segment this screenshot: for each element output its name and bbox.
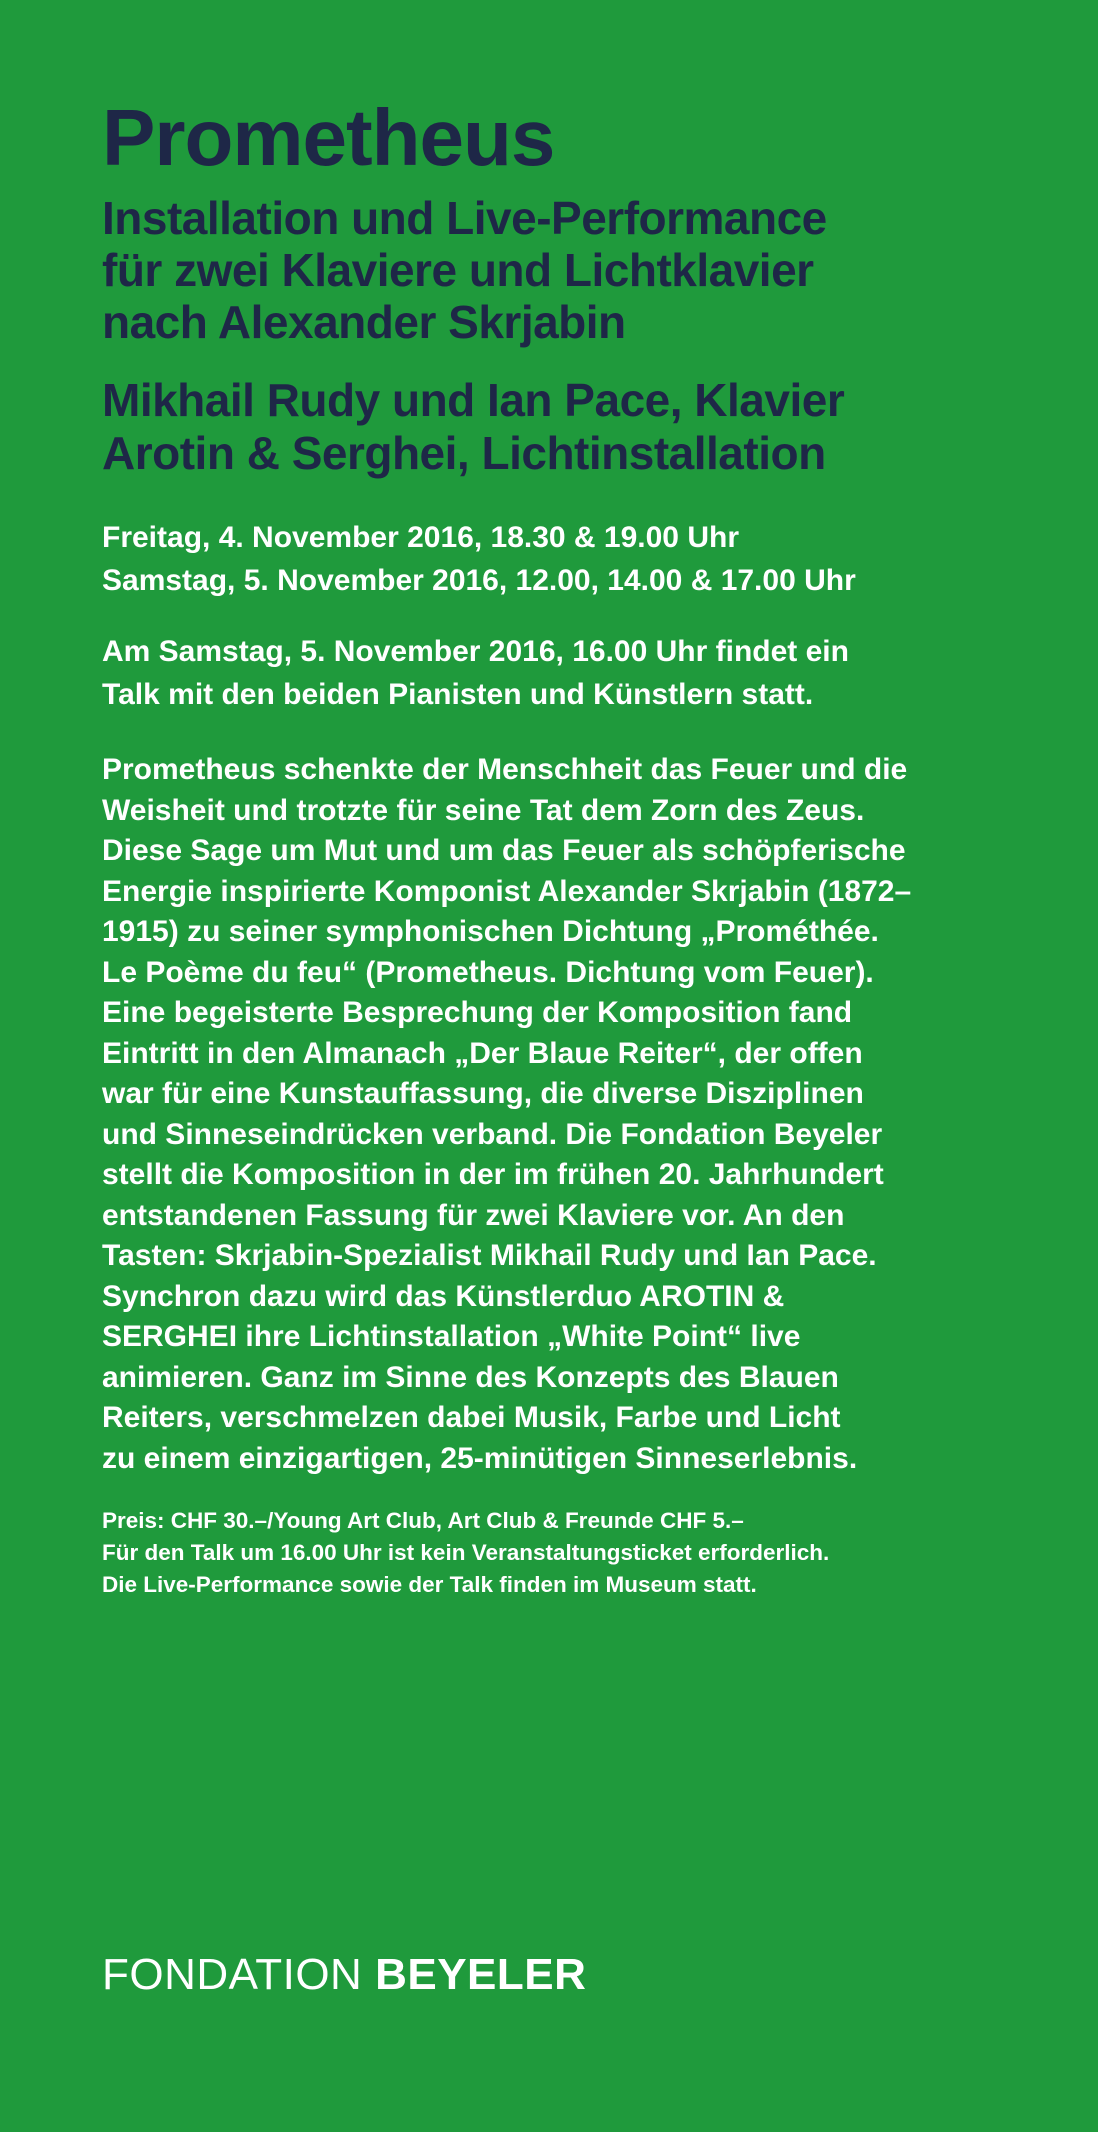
description-line: 1915) zu seiner symphonischen Dichtung „Prométhée. <box>102 915 879 948</box>
performers-line: Arotin & Serghei, Lichtinstallation <box>102 427 826 479</box>
talk-info <box>102 630 1062 716</box>
description-line: Tasten: Skrjabin-Spezialist Mikhail Rudy und Ian Pace. <box>102 1239 877 1272</box>
performers-line: Mikhail Rudy und Ian Pace, Klavier <box>102 374 845 426</box>
price-notes <box>102 1505 1062 1601</box>
description-line: Le Poème du feu“ (Prometheus. Dichtung vom Feuer). <box>102 955 874 989</box>
event-dates <box>102 516 1062 602</box>
description-line: SERGHEI ihre Lichtinstallation „White Point“ live <box>102 1320 801 1353</box>
description-line: Weisheit und trotzte für seine Tat dem Zorn des Zeus. <box>102 793 865 827</box>
description-line: animieren. Ganz im Sinne des Konzepts des Blauen <box>102 1360 839 1394</box>
description-line: Prometheus schenkte der Menschheit das Feuer und die <box>102 753 908 786</box>
note-line: Für den Talk um 16.00 Uhr ist kein Veranstaltungsticket erforderlich. <box>102 1540 830 1565</box>
note-line: Die Live-Performance sowie der Talk finden im Museum statt. <box>102 1572 757 1597</box>
description-line: stellt die Komposition in der im frühen 20. Jahrhundert <box>102 1158 884 1191</box>
event-subtitle <box>102 192 1062 348</box>
date-line: Freitag, 4. November 2016, 18.30 & 19.00 Uhr <box>102 521 739 554</box>
description-line: Synchron dazu wird das Künstlerduo AROTIN & <box>102 1279 785 1313</box>
description-line: Energie inspirierte Komponist Alexander Skrjabin (1872– <box>102 874 912 908</box>
flyer-content <box>102 92 1062 1601</box>
event-title: Prometheus <box>102 93 555 182</box>
description-line: zu einem einzigartigen, 25-minütigen Sinneserlebnis. <box>102 1441 858 1475</box>
description-line: Diese Sage um Mut und um das Feuer als schöpferische <box>102 834 906 867</box>
date-line: Samstag, 5. November 2016, 12.00, 14.00 & 17.00 Uhr <box>102 564 856 597</box>
fondation-beyeler-logo <box>102 1950 586 2000</box>
description-line: Reiters, verschmelzen dabei Musik, Farbe und Licht <box>102 1401 841 1434</box>
talk-line: Talk mit den beiden Pianisten und Künstlern statt. <box>102 678 814 711</box>
description-line: entstandenen Fassung für zwei Klaviere vor. An den <box>102 1198 845 1232</box>
description-line: Eintritt in den Almanach „Der Blaue Reiter“, der offen <box>102 1036 863 1070</box>
talk-line: Am Samstag, 5. November 2016, 16.00 Uhr findet ein <box>102 635 849 668</box>
description-line: war für eine Kunstauffassung, die diverse Disziplinen <box>102 1077 864 1110</box>
subtitle-line: nach Alexander Skrjabin <box>102 296 626 348</box>
performers-block <box>102 374 1062 480</box>
description-line: Eine begeisterte Besprechung der Komposition fand <box>102 996 853 1029</box>
subtitle-line: für zwei Klaviere und Lichtklavier <box>102 244 814 296</box>
note-line: Preis: CHF 30.–/Young Art Club, Art Club & Freunde CHF 5.– <box>102 1508 744 1533</box>
logo-bold-word: BEYELER <box>375 1950 587 1999</box>
description-text <box>102 750 1062 1479</box>
subtitle-line: Installation und Live-Performance <box>102 192 827 244</box>
logo-light-word: FONDATION <box>102 1950 363 1999</box>
description-line: und Sinneseindrücken verband. Die Fondation Beyeler <box>102 1117 883 1151</box>
